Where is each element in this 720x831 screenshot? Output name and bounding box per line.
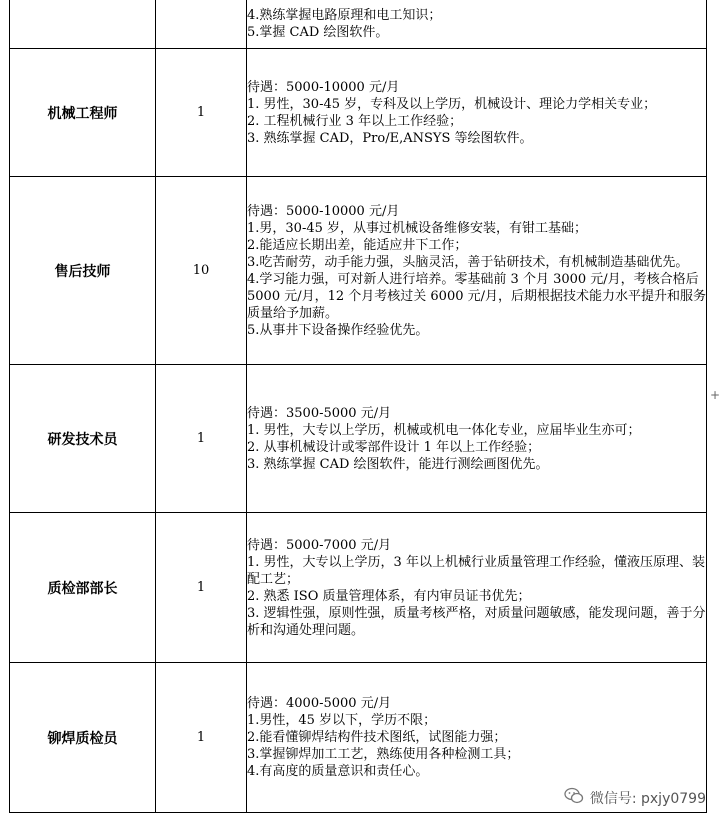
- job-requirements: [247, 365, 707, 513]
- requirement-line: 3.吃苦耐劳，动手能力强，头脑灵活，善于钻研技术，有机械制造基础优先。: [247, 254, 689, 270]
- headcount: [156, 0, 247, 49]
- requirement-line: 1.男，30-45 岁，从事过机械设备维修安装，有钳工基础；: [247, 220, 588, 236]
- job-title: 研发技术员: [10, 365, 156, 513]
- requirement-line: 5.掌握 CAD 绘图软件。: [247, 24, 389, 40]
- job-requirements: [247, 49, 707, 177]
- job-requirements: [247, 0, 707, 49]
- job-title: 机械工程师: [10, 49, 156, 177]
- table-move-handle[interactable]: +: [710, 388, 720, 402]
- headcount: 1: [156, 663, 247, 813]
- requirement-line: 2. 从事机械设计或零部件设计 1 年以上工作经验；: [247, 439, 541, 455]
- watermark: [564, 787, 706, 809]
- headcount: 1: [156, 49, 247, 177]
- headcount: 1: [156, 513, 247, 663]
- watermark-text: 微信号: pxjy0799: [589, 791, 706, 807]
- requirement-line: 3. 熟练掌握 CAD 绘图软件，能进行测绘画图优先。: [247, 456, 549, 472]
- requirement-line: 1. 男性，大专以上学历，3 年以上机械行业质量管理工作经验，懂液压原理、装配工艺；: [247, 554, 705, 587]
- table-row: [10, 365, 707, 513]
- table-row: [10, 0, 707, 49]
- job-requirements: [247, 177, 707, 365]
- job-requirements: [247, 513, 707, 663]
- requirement-line: 2.能看懂铆焊结构件技术图纸，试图能力强；: [247, 730, 507, 745]
- table-row: [10, 177, 707, 365]
- job-title: 质检部部长: [10, 513, 156, 663]
- job-title: 铆焊质检员: [10, 663, 156, 813]
- requirement-line: 5.从事井下设备操作经验优先。: [247, 322, 429, 338]
- wechat-icon: [564, 787, 584, 809]
- requirement-line: 4.熟练掌握电路原理和电工知识；: [247, 7, 442, 23]
- job-table: [9, 0, 707, 813]
- requirement-line: 1. 男性，30-45 岁，专科及以上学历，机械设计、理论力学相关专业；: [247, 96, 657, 112]
- requirement-line: 3. 熟练掌握 CAD，Pro/E,ANSYS 等绘图软件。: [247, 130, 533, 146]
- table-row: [10, 513, 707, 663]
- requirement-line: 3.掌握铆焊加工工艺，熟练使用各种检测工具；: [247, 747, 520, 762]
- requirement-line: 3. 逻辑性强，原则性强，质量考核严格，对质量问题敏感，能发现问题，善于分析和沟通处理问题。: [247, 605, 706, 638]
- requirement-line: 2. 熟悉 ISO 质量管理体系，有内审员证书优先；: [247, 588, 531, 604]
- requirement-line: 待遇：5000-10000 元/月: [247, 203, 400, 219]
- job-title: [10, 0, 156, 49]
- headcount: 10: [156, 177, 247, 365]
- requirement-line: 4.学习能力强，可对新人进行培养。零基础前 3 个月 3000 元/月，考核合格后 5000 元/月，12 个月考核过关 6000 元/月，后期根据技术能力水平提升和服务质量给予加薪。: [247, 271, 706, 321]
- requirement-line: 待遇：5000-7000 元/月: [247, 537, 392, 553]
- requirement-line: 1. 男性，大专以上学历，机械或机电一体化专业，应届毕业生亦可；: [247, 422, 641, 438]
- headcount: 1: [156, 365, 247, 513]
- requirement-line: 待遇：3500-5000 元/月: [247, 405, 392, 421]
- requirement-line: 4.有高度的质量意识和责任心。: [247, 764, 429, 779]
- requirement-line: 1.男性，45 岁以下，学历不限；: [247, 713, 437, 728]
- requirement-line: 2.能适应长期出差，能适应井下工作；: [247, 237, 468, 253]
- requirement-line: 待遇：5000-10000 元/月: [247, 79, 400, 95]
- requirement-line: 2. 工程机械行业 3 年以上工作经验；: [247, 113, 463, 129]
- table-row: [10, 49, 707, 177]
- requirement-line: 待遇：4000-5000 元/月: [247, 696, 392, 711]
- job-title: 售后技师: [10, 177, 156, 365]
